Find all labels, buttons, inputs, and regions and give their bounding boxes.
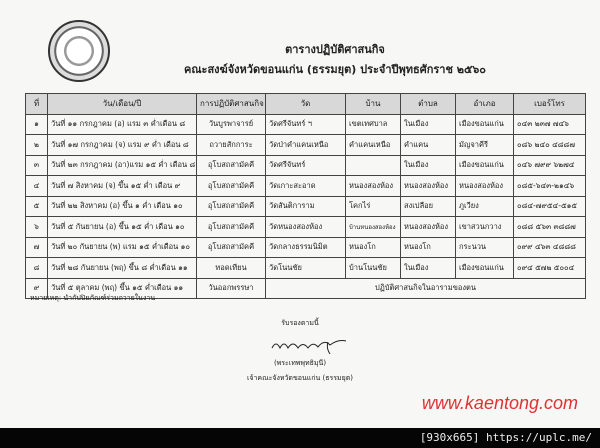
document-subtitle: คณะสงฆ์จังหวัดขอนแก่น (ธรรมยุต) ประจำปีพุทธศักราช ๒๕๖๐	[183, 63, 487, 76]
table-row	[26, 217, 586, 238]
cell-ban: โคกไร่	[346, 196, 401, 217]
cell-wat: วัดศรีจันทร์ ฯ	[266, 114, 346, 135]
cell-no: ๙	[26, 278, 48, 299]
table-row	[26, 237, 586, 258]
cell-no: ๒	[26, 135, 48, 156]
cell-amphoe: มัญจาคีรี	[456, 135, 514, 156]
cell-wat: วัดศรีจันทร์	[266, 155, 346, 176]
cell-wat: วัดกลางธรรมนิมิต	[266, 237, 346, 258]
column-header: ตำบล	[401, 94, 456, 115]
table-row	[26, 258, 586, 279]
image-info-bar	[0, 428, 600, 448]
cell-activity: อุโบสถสามัคคี	[197, 176, 266, 197]
cell-ban: บ้านหนองสองห้อง	[346, 217, 401, 238]
table-row	[26, 155, 586, 176]
cell-no: ๗	[26, 237, 48, 258]
cell-no: ๓	[26, 155, 48, 176]
cell-activity: วันบูรพาจารย์	[197, 114, 266, 135]
certify-text: รับรองตามนี้	[281, 319, 319, 327]
cell-amphoe: ภูเวียง	[456, 196, 514, 217]
column-header: ที่	[26, 94, 48, 115]
cell-date: วันที่ ๒๐ กันยายน (พ) แรม ๑๕ ค่ำเดือน ๑๐	[48, 237, 197, 258]
column-header: บ้าน	[346, 94, 401, 115]
cell-phone: ๐๙๙ ๔๖๓ ๔๘๘๘	[514, 237, 586, 258]
cell-activity: ถวายสักการะ	[197, 135, 266, 156]
cell-wat: วัดโนนชัย	[266, 258, 346, 279]
cell-date: วันที่ ๑๗ กรกฎาคม (จ) แรม ๙ ค่ำ เดือน ๘	[48, 135, 197, 156]
cell-activity: อุโบสถสามัคคี	[197, 237, 266, 258]
cell-tambon: คำแคน	[401, 135, 456, 156]
cell-tambon: หนองสองห้อง	[401, 217, 456, 238]
table-row	[26, 135, 586, 156]
column-header: เบอร์โทร	[514, 94, 586, 115]
cell-amphoe: เมืองขอนแก่น	[456, 155, 514, 176]
cell-phone: ๐๔๓ ๒๓๗ ๗๔๖	[514, 114, 586, 135]
cell-amphoe: เขาสวนกวาง	[456, 217, 514, 238]
watermark-url: www.kaentong.com	[421, 393, 578, 413]
document-title: ตารางปฏิบัติศาสนกิจ	[285, 43, 385, 56]
schedule-table	[25, 93, 586, 299]
cell-activity: อุโบสถสามัคคี	[197, 155, 266, 176]
cell-amphoe: กระนวน	[456, 237, 514, 258]
cell-ban	[346, 155, 401, 176]
cell-phone: ๐๘๖ ๒๔๐ ๔๘๘๗	[514, 135, 586, 156]
cell-activity: อุโบสถสามัคคี	[197, 217, 266, 238]
cell-no: ๖	[26, 217, 48, 238]
column-header: วัน/เดือน/ปี	[48, 94, 197, 115]
cell-wat: วัดป่าคำแคนเหนือ	[266, 135, 346, 156]
cell-tambon: ในเมือง	[401, 114, 456, 135]
table-header-row	[26, 94, 586, 115]
cell-date: วันที่ ๒๓ กรกฎาคม (อา)แรม ๑๕ ค่ำ เดือน ๘	[48, 155, 197, 176]
cell-phone: ๐๘๕-๖๔๓-๒๑๔๖	[514, 176, 586, 197]
cell-date: วันที่ ๗ สิงหาคม (จ) ขึ้น ๑๕ ค่ำ เดือน ๙	[48, 176, 197, 197]
cell-date: วันที่ ๑๑ กรกฎาคม (อ) แรม ๓ ค่ำเดือน ๘	[48, 114, 197, 135]
cell-ban: บ้านโนนชัย	[346, 258, 401, 279]
cell-date: วันที่ ๕ ตุลาคม (พฤ) ขึ้น ๑๕ ค่ำเดือน ๑๑	[48, 278, 197, 299]
image-info-text: [930x665] https://uplc.me/	[419, 431, 592, 444]
cell-tambon: ในเมือง	[401, 155, 456, 176]
cell-phone: ๐๙๔ ๕๗๒ ๕๐๐๔	[514, 258, 586, 279]
cell-amphoe: เมืองขอนแก่น	[456, 258, 514, 279]
cell-phone: ๐๘๘ ๕๖๓ ๓๘๘๗	[514, 217, 586, 238]
cell-no: ๘	[26, 258, 48, 279]
signer-name: (พระเทพพุทธิมุนี)	[273, 359, 327, 367]
cell-wat: วัดหนองสองห้อง	[266, 217, 346, 238]
seal-emblem	[48, 20, 110, 82]
cell-tambon: หนองโก	[401, 237, 456, 258]
cell-phone: ๐๔๖ ๗๙๙ ๖๒๗๔	[514, 155, 586, 176]
cell-wat: วัดเกาะสะอาด	[266, 176, 346, 197]
cell-activity: อุโบสถสามัคคี	[197, 196, 266, 217]
cell-ban: เขตเทศบาล	[346, 114, 401, 135]
signer-position: เจ้าคณะจังหวัดขอนแก่น (ธรรมยุต)	[246, 374, 354, 382]
table-row	[26, 176, 586, 197]
table-row	[26, 114, 586, 135]
cell-phone: ๐๘๔-๗๙๕๔-๕๑๕	[514, 196, 586, 217]
cell-no: ๕	[26, 196, 48, 217]
note-text: หมายเหตุ: นำกัปปิยภัณฑ์ร่วมถวายในงาน	[30, 294, 156, 302]
cell-merged: ปฏิบัติศาสนกิจในอารามของตน	[266, 278, 586, 299]
table-row	[26, 196, 586, 217]
cell-wat: วัดสันติการาม	[266, 196, 346, 217]
cell-date: วันที่ ๕ กันยายน (อ) ขึ้น ๑๕ ค่ำ เดือน ๑๐	[48, 217, 197, 238]
cell-ban: คำแคนเหนือ	[346, 135, 401, 156]
column-header: อำเภอ	[456, 94, 514, 115]
column-header: การปฏิบัติศาสนกิจ	[197, 94, 266, 115]
cell-activity: วันออกพรรษา	[197, 278, 266, 299]
cell-date: วันที่ ๒๒ สิงหาคม (อ) ขึ้น ๑ ค่ำ เดือน ๑๐	[48, 196, 197, 217]
cell-no: ๑	[26, 114, 48, 135]
cell-tambon: หนองสองห้อง	[401, 176, 456, 197]
signature	[270, 336, 350, 354]
cell-ban: หนองสองห้อง	[346, 176, 401, 197]
cell-no: ๔	[26, 176, 48, 197]
column-header: วัด	[266, 94, 346, 115]
cell-amphoe: หนองสองห้อง	[456, 176, 514, 197]
cell-ban: หนองโก	[346, 237, 401, 258]
cell-tambon: ในเมือง	[401, 258, 456, 279]
cell-activity: ทอดเทียน	[197, 258, 266, 279]
cell-amphoe: เมืองขอนแก่น	[456, 114, 514, 135]
cell-tambon: สงเปลือย	[401, 196, 456, 217]
cell-date: วันที่ ๒๘ กันยายน (พฤ) ขึ้น ๘ ค่ำเดือน ๑๑	[48, 258, 197, 279]
